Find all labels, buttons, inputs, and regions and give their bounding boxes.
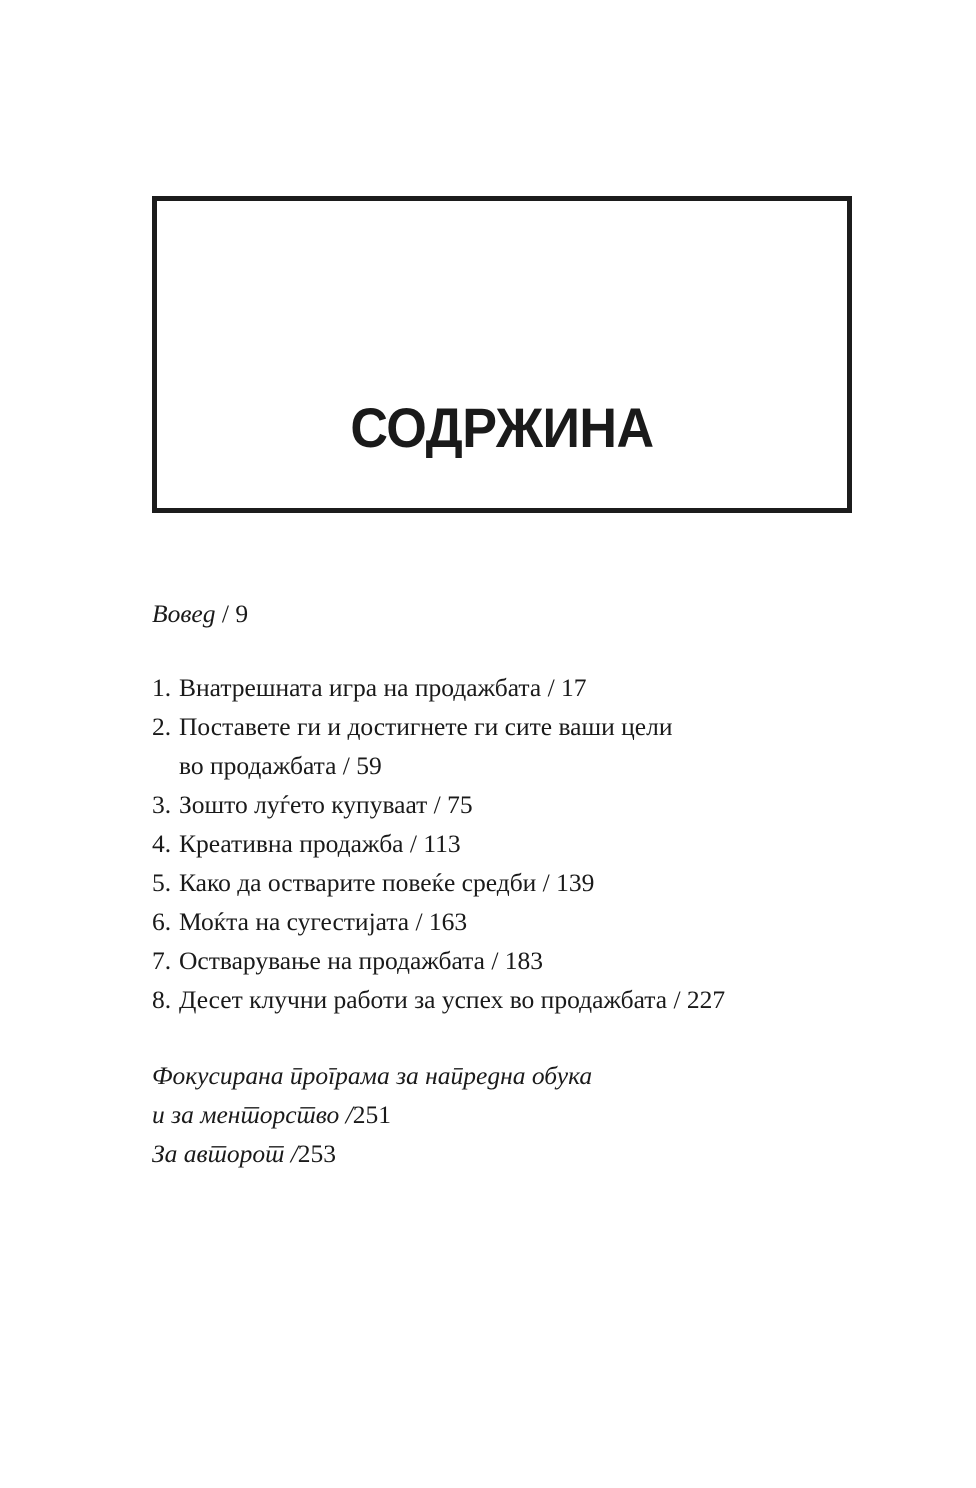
chapter-number: 4. <box>152 829 172 858</box>
chapter-title: Креативна продажба / 113 <box>179 829 461 858</box>
front-matter-entry <box>152 594 852 633</box>
chapter-entry-1 <box>152 668 852 707</box>
chapter-number: 6. <box>152 907 172 936</box>
back-matter-entry-2 <box>152 1095 852 1134</box>
chapter-entry-7 <box>152 941 852 980</box>
chapter-entry-2-continuation <box>152 746 852 785</box>
chapter-entry-4 <box>152 824 852 863</box>
chapter-number: 2. <box>152 712 172 741</box>
chapter-number: 8. <box>152 985 172 1014</box>
chapter-entry-6 <box>152 902 852 941</box>
chapter-title: Зошто луѓето купуваат / 75 <box>179 790 473 819</box>
chapter-title: Поставете ги и достигнете ги сите ваши цели <box>179 712 673 741</box>
contents-body <box>152 594 852 1173</box>
chapter-number: 1. <box>152 673 172 702</box>
chapter-title: Десет клучни работи за успех во продажбата / 227 <box>179 985 726 1014</box>
back-matter-text: Фокусирана програма за напредна обука <box>152 1061 593 1090</box>
back-matter-entry-1 <box>152 1056 852 1095</box>
back-matter-separator: / <box>345 1100 353 1129</box>
back-matter-page: 253 <box>297 1139 337 1168</box>
chapter-entry-5 <box>152 863 852 902</box>
chapter-title: Внатрешната игра на продажбата / 17 <box>179 673 587 702</box>
chapter-title: Како да остварите повеќе средби / 139 <box>179 868 595 897</box>
chapter-number: 7. <box>152 946 172 975</box>
chapter-entry-3 <box>152 785 852 824</box>
front-matter-label: Вовед <box>152 599 216 628</box>
chapter-list <box>152 668 852 1019</box>
chapter-title: во продажбата / 59 <box>179 751 382 780</box>
chapter-entry-8 <box>152 980 852 1019</box>
back-matter-text: За авторот <box>152 1139 285 1168</box>
chapter-title: Моќта на сугестијата / 163 <box>179 907 468 936</box>
page-title: СОДРЖИНА <box>350 396 654 459</box>
title-frame <box>152 196 852 513</box>
chapter-number: 5. <box>152 868 172 897</box>
back-matter-text: и за менторство <box>152 1100 340 1129</box>
back-matter <box>152 1056 852 1173</box>
back-matter-separator: / <box>290 1139 298 1168</box>
back-matter-entry-3 <box>152 1134 852 1173</box>
chapter-entry-2 <box>152 707 852 746</box>
chapter-title: Остварување на продажбата / 183 <box>179 946 544 975</box>
front-matter-separator: / <box>221 599 229 628</box>
back-matter-page: 251 <box>352 1100 391 1129</box>
front-matter-page: 9 <box>235 599 249 628</box>
chapter-number: 3. <box>152 790 172 819</box>
